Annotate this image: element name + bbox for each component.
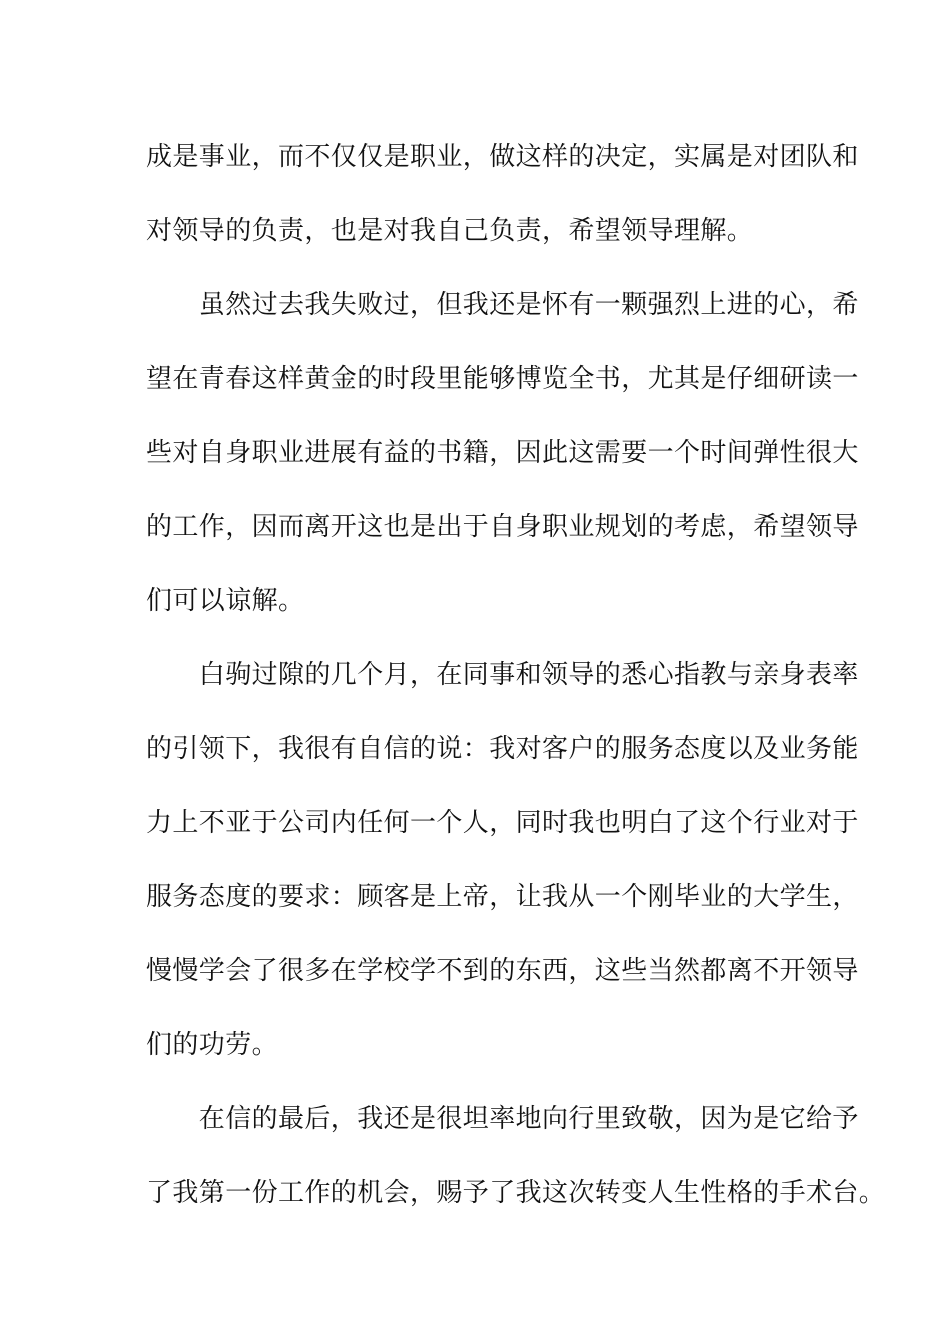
text-line: 们的功劳。 [146, 1030, 279, 1060]
text-line: 的引领下，我很有自信的说：我对客户的服务态度以及业务能 [146, 734, 859, 764]
text-line: 虽然过去我失败过，但我还是怀有一颗强烈上进的心，希 [146, 290, 859, 320]
text-line: 成是事业，而不仅仅是职业，做这样的决定，实属是对团队和 [146, 142, 859, 172]
text-line: 慢慢学会了很多在学校学不到的东西，这些当然都离不开领导 [146, 956, 859, 986]
text-line: 力上不亚于公司内任何一个人，同时我也明白了这个行业对于 [146, 808, 859, 838]
body-text [146, 120, 886, 1230]
text-line: 服务态度的要求：顾客是上帝，让我从一个刚毕业的大学生， [146, 882, 859, 912]
text-line: 对领导的负责，也是对我自己负责，希望领导理解。 [146, 216, 754, 246]
text-line: 望在青春这样黄金的时段里能够博览全书，尤其是仔细研读一 [146, 364, 859, 394]
text-line: 们可以谅解。 [146, 586, 305, 616]
text-line: 白驹过隙的几个月，在同事和领导的悉心指教与亲身表率 [146, 660, 859, 690]
text-line: 了我第一份工作的机会，赐予了我这次转变人生性格的手术台。 [146, 1178, 886, 1208]
text-line: 在信的最后，我还是很坦率地向行里致敬，因为是它给予 [146, 1104, 859, 1134]
text-line: 些对自身职业进展有益的书籍，因此这需要一个时间弹性很大 [146, 438, 859, 468]
text-line: 的工作，因而离开这也是出于自身职业规划的考虑，希望领导 [146, 512, 859, 542]
